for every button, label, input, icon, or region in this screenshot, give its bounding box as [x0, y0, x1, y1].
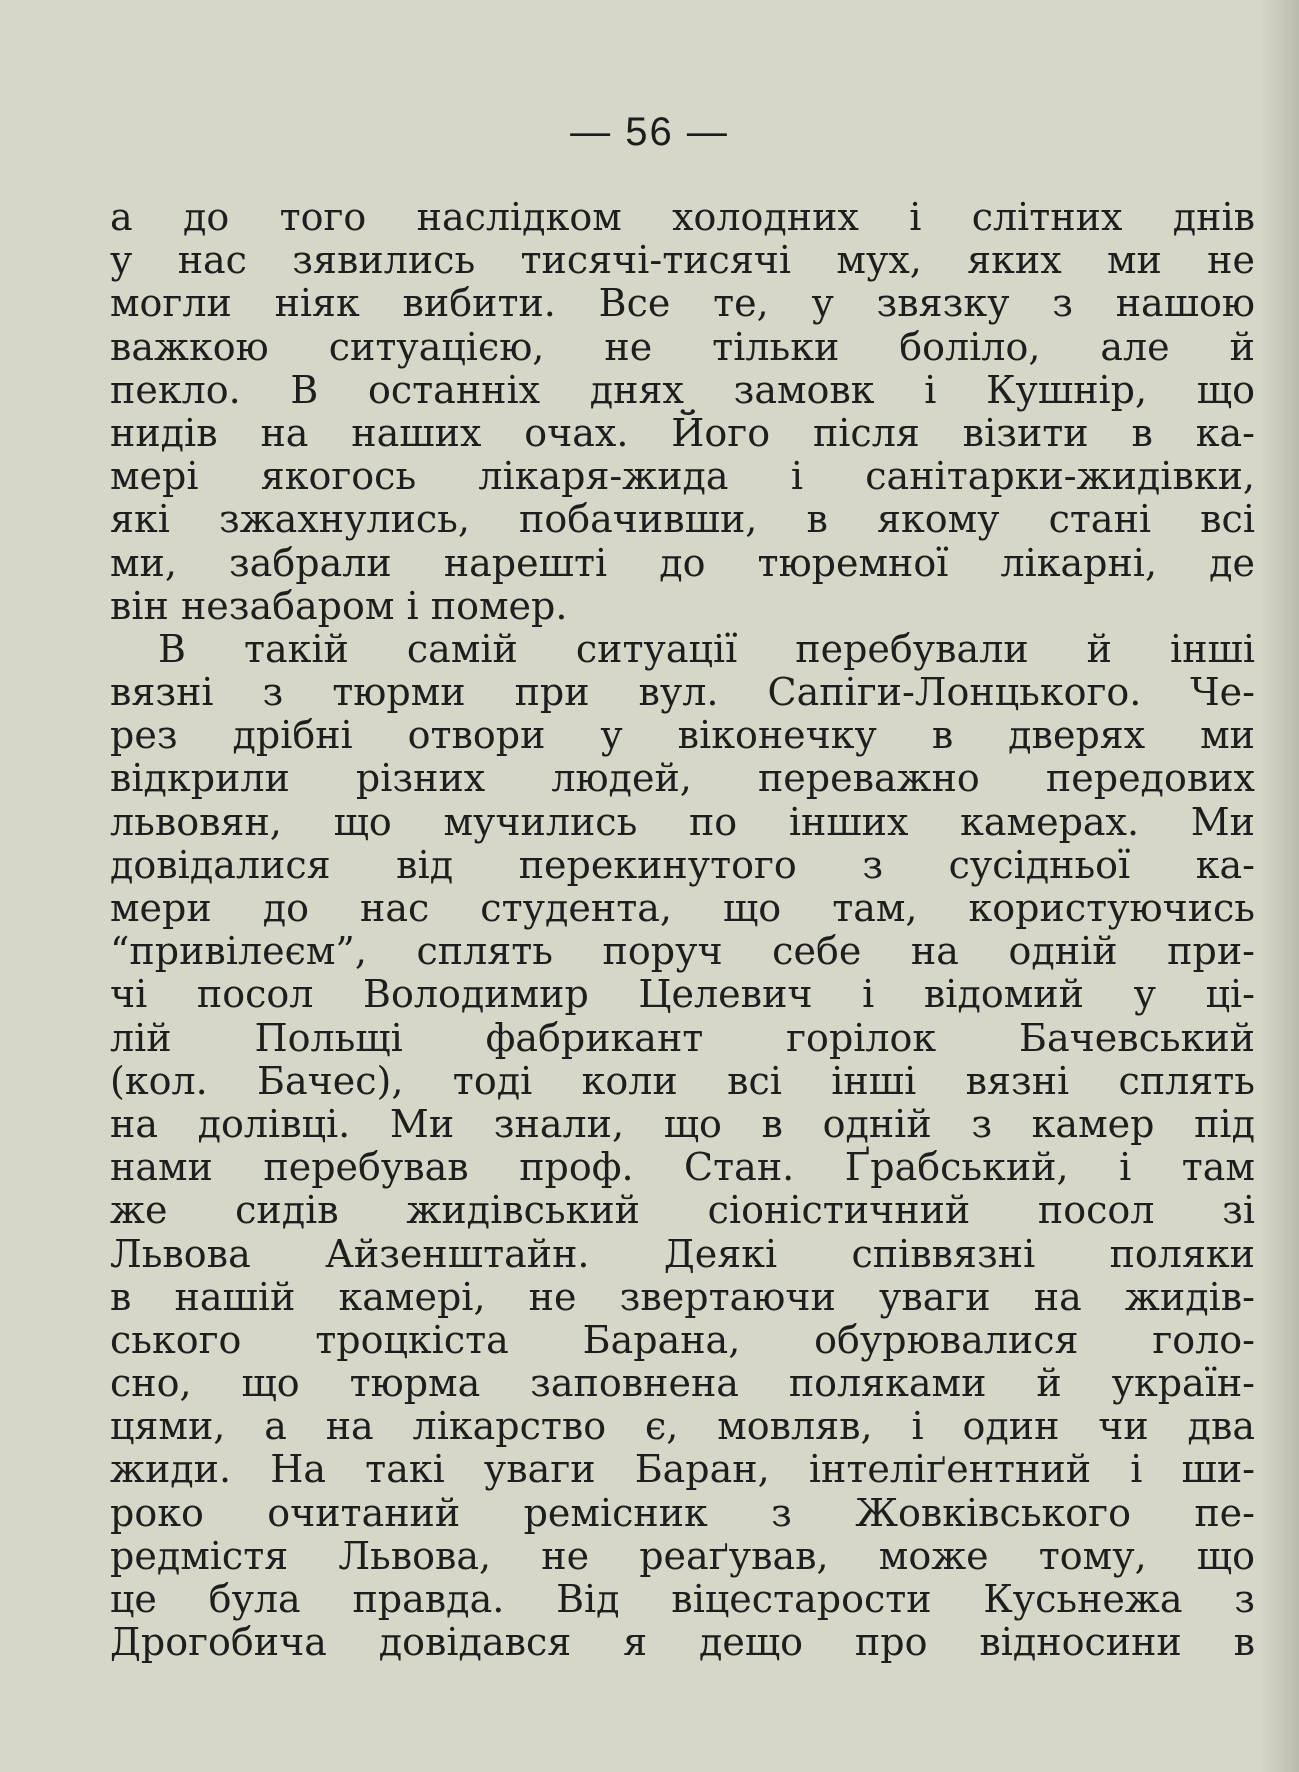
text-line: ми, забрали нарешті до тюремної лікарні, де	[110, 540, 1255, 585]
text-line: важкою ситуацією, не тільки боліло, але й	[110, 324, 1255, 369]
text-line: він незабаром і помер.	[110, 583, 568, 628]
text-line: це була правда. Від віцестарости Кусьнежа з	[110, 1577, 1255, 1621]
text-line: лій Польщі фабрикант горілок Бачевський	[110, 1015, 1255, 1060]
text-line: в нашій камері, не звертаючи уваги на жидів-	[110, 1274, 1255, 1319]
text-line: мери до нас студента, що там, користуючись	[110, 886, 1255, 930]
text-line: В такій самій ситуації перебували й інші	[158, 626, 1255, 671]
text-line: “привілеєм”, сплять поруч себе на одній при-	[110, 929, 1255, 974]
page-number: — 56 —	[570, 110, 729, 154]
text-line: редмістя Львова, не реаґував, може тому, що	[110, 1533, 1255, 1578]
text-line: Львова Айзенштайн. Деякі співвязні поляки	[110, 1231, 1255, 1276]
text-line: нидів на наших очах. Його після візити в ка-	[110, 410, 1255, 455]
text-line: які зжахнулись, побачивши, в якому стані всі	[110, 497, 1255, 542]
text-line: довідалися від перекинутого з сусідньої ка-	[110, 842, 1255, 887]
text-line: а до того наслідком холодних і слітних днів	[110, 195, 1255, 239]
text-line: же сидів жидівський сіоністичний посол зі	[110, 1188, 1255, 1233]
text-line: ського троцкіста Барана, обурювалися голо-	[110, 1317, 1255, 1362]
text-line: у нас зявились тисячі-тисячі мух, яких ми не	[110, 238, 1255, 283]
text-line: на долівці. Ми знали, що в одній з камер під	[110, 1101, 1255, 1146]
page-edge-shadow	[1259, 0, 1299, 1772]
text-line: нами перебував проф. Стан. Ґрабський, і там	[110, 1145, 1255, 1190]
text-line: львовян, що мучились по інших камерах. Ми	[110, 799, 1255, 844]
body-text	[110, 196, 1255, 1664]
text-line: жиди. На такі уваги Баран, інтеліґентний і ши-	[110, 1447, 1255, 1492]
text-line: чі посол Володимир Целевич і відомий у ці-	[110, 972, 1255, 1017]
text-line: (кол. Бачес), тоді коли всі інші вязні сплять	[110, 1058, 1255, 1103]
text-line: Дрогобича довідався я дещо про відносини в	[110, 1620, 1255, 1665]
text-line: рез дрібні отвори у віконечку в дверях ми	[110, 713, 1255, 758]
text-line: вязні з тюрми при вул. Сапіги-Лонцького. Че-	[110, 670, 1255, 715]
text-line: мері якогось лікаря-жида і санітарки-жидівки,	[110, 454, 1255, 499]
text-line: відкрили різних людей, переважно передових	[110, 756, 1255, 801]
text-line: пекло. В останніх днях замовк і Кушнір, що	[110, 367, 1255, 412]
text-line: роко очитаний ремісник з Жовківського пе-	[110, 1490, 1255, 1535]
text-line: сно, що тюрма заповнена поляками й україн-	[110, 1361, 1255, 1406]
text-line: цями, а на лікарство є, мовляв, і один чи два	[110, 1404, 1255, 1449]
text-line: могли ніяк вибити. Все те, у звязку з нашою	[110, 281, 1255, 326]
